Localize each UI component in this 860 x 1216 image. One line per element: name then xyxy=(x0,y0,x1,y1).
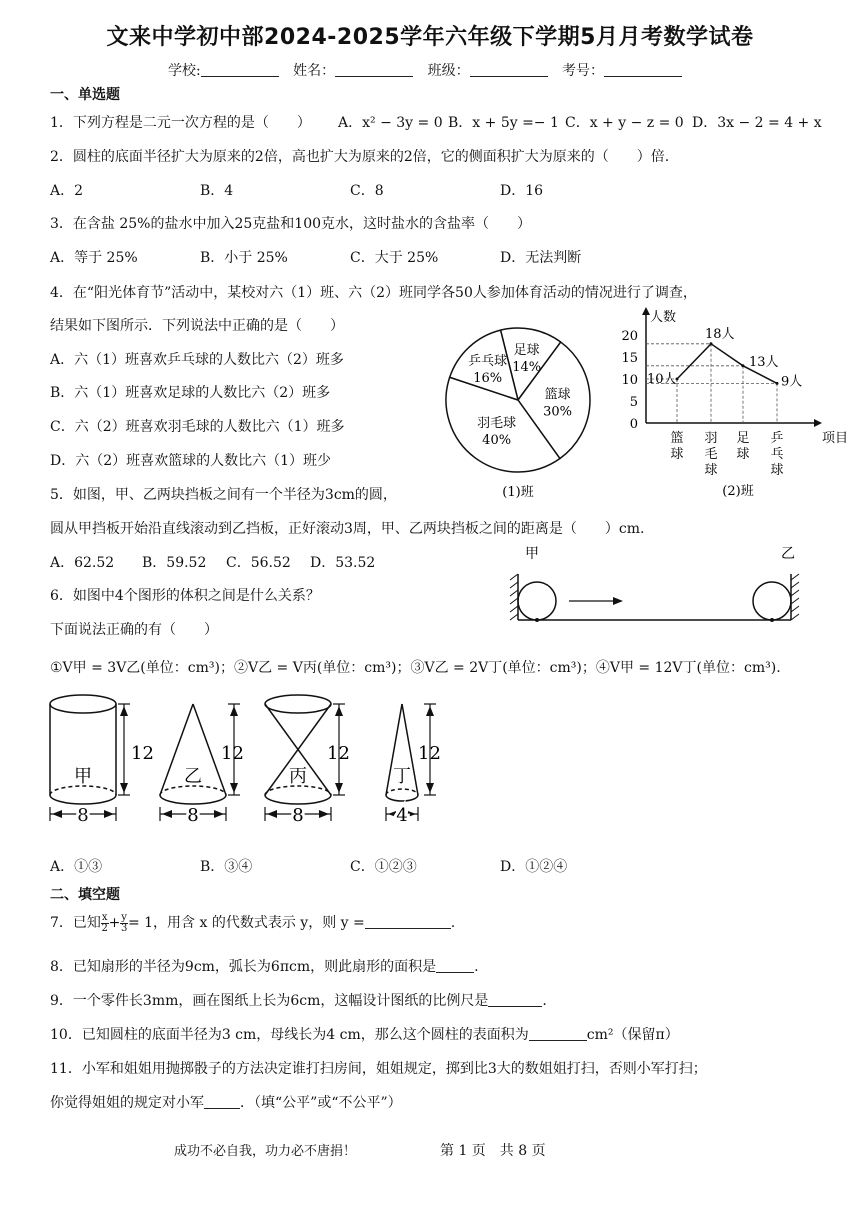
q2-stem: 2．圆柱的底面半径扩大为原来的2倍，高也扩大为原来的2倍，它的侧面积扩大为原来的（ ）倍. xyxy=(50,149,670,165)
pie-label-3: 乒乓球 xyxy=(468,354,508,370)
width-label-jia: 8 xyxy=(77,805,89,826)
double-cone-bing xyxy=(265,695,331,804)
shape-name-yi: 乙 xyxy=(184,766,202,787)
section-single-choice: 一、单选题 xyxy=(50,87,120,103)
q4-stem-2: 结果如下图所示．下列说法中正确的是（ ） xyxy=(50,318,344,334)
q4-option-c[interactable]: C．六（2）班喜欢羽毛球的人数比六（1）班多 xyxy=(50,419,345,435)
q5-stem-2: 圆从甲挡板开始沿直线滚动到乙挡板，正好滚动3周，甲、乙两块挡板之间的距离是（ ）cm. xyxy=(50,521,645,537)
width-label-bing: 8 xyxy=(292,805,304,826)
q5-option-c[interactable]: C．56.52 xyxy=(226,555,291,571)
rolling-circle-diagram xyxy=(505,540,805,625)
q1-option-d[interactable]: D．3x − 2 = 4 + x xyxy=(692,115,822,131)
line-chart-class2 xyxy=(610,305,849,500)
x-tick-2-1: 球 xyxy=(736,447,750,462)
height-label-ding: 12 xyxy=(418,743,441,764)
q6-stem-1: 6．如图中4个图形的体积之间是什么关系？ xyxy=(50,588,320,604)
footer-page-number: 第 1 页 共 8 页 xyxy=(440,1143,546,1159)
q5-option-d[interactable]: D．53.52 xyxy=(310,555,376,571)
q8-answer-blank[interactable] xyxy=(436,958,474,973)
x-tick-3-0: 乒 xyxy=(770,431,784,446)
q2-option-a[interactable]: A．2 xyxy=(50,183,84,199)
q7-pre: 7．已知 xyxy=(50,915,101,931)
cone-yi xyxy=(160,704,226,804)
shape-name-ding: 丁 xyxy=(393,766,411,787)
end-circle xyxy=(753,582,791,620)
board-jia-hatch xyxy=(510,574,518,620)
q11-line-2: 你觉得姐姐的规定对小军 ．（填“公平”或“不公平”） xyxy=(50,1095,402,1111)
class-blank[interactable] xyxy=(470,62,548,77)
q3-option-c[interactable]: C．大于 25% xyxy=(350,250,439,266)
name-label: 姓名： xyxy=(293,63,336,79)
q5-option-a[interactable]: A．62.52 xyxy=(50,555,115,571)
y-tick-20: 20 xyxy=(621,329,638,344)
x-axis-label: 项目 xyxy=(822,431,849,446)
x-tick-3-1: 乓 xyxy=(770,447,784,462)
x-tick-1-1: 毛 xyxy=(704,447,718,462)
pie-chart-class1 xyxy=(438,322,598,502)
y-axis-label: 人数 xyxy=(650,310,677,325)
q1-option-c[interactable]: C．x + y − z = 0 xyxy=(565,115,684,131)
x-tick-1-0: 羽 xyxy=(704,431,718,446)
fraction-x-over-2: $\frac{x}{2}$ xyxy=(101,911,108,934)
school-blank[interactable] xyxy=(201,62,279,77)
shape-name-bing: 丙 xyxy=(289,766,307,787)
q7-post: = 1，用含 x 的代数式表示 y，则 y = xyxy=(127,915,365,931)
q5-option-b[interactable]: B．59.52 xyxy=(142,555,207,571)
start-circle xyxy=(518,582,556,620)
x-tick-3-2: 球 xyxy=(770,463,784,478)
student-info-row xyxy=(0,60,860,80)
q10-line: 10．已知圆柱的底面半径为3 cm，母线长为4 cm，那么这个圆柱的表面积为 cm²（保留π） xyxy=(50,1027,679,1043)
pie-label-2: 羽毛球 xyxy=(477,415,517,431)
school-label: 学校: xyxy=(167,63,201,79)
line-point-1 xyxy=(710,342,713,345)
x-tick-2-0: 足 xyxy=(736,431,750,446)
q6-option-c[interactable]: C．①②③ xyxy=(350,859,417,875)
height-label-jia: 12 xyxy=(131,743,154,764)
q6-option-a[interactable]: A．①③ xyxy=(50,859,103,875)
pie-pct-1: 30% xyxy=(543,404,573,420)
q2-option-d[interactable]: D．16 xyxy=(500,183,544,199)
x-tick-1-2: 球 xyxy=(704,463,718,478)
q3-stem: 3．在含盐 25%的盐水中加入25克盐和100克水，这时盐水的含盐率（ ） xyxy=(50,216,532,232)
line-chart-caption: (2)班 xyxy=(722,484,754,499)
end-contact-point xyxy=(770,618,774,622)
q2-option-b[interactable]: B．4 xyxy=(200,183,234,199)
height-label-bing: 12 xyxy=(327,743,350,764)
name-blank[interactable] xyxy=(335,62,413,77)
q3-option-d[interactable]: D．无法判断 xyxy=(500,250,582,266)
q6-relations: ①V甲 = 3V乙(单位：cm³)；②V乙 = V丙(单位：cm³)；③V乙 = 2V丁(单位：cm³)；④V甲 = 12V丁(单位：cm³). xyxy=(50,660,781,676)
q4-option-b[interactable]: B．六（1）班喜欢足球的人数比六（2）班多 xyxy=(50,385,331,401)
pie-pct-0: 14% xyxy=(512,360,542,376)
point-label-1: 18人 xyxy=(705,326,735,342)
y-tick-5: 5 xyxy=(629,395,638,410)
q1-option-b[interactable]: B．x + 5y =− 1 xyxy=(448,115,559,131)
pie-label-0: 足球 xyxy=(513,343,540,359)
point-label-2: 13人 xyxy=(749,354,779,370)
footer-motto: 成功不必自我，功力必不唐捐！ xyxy=(174,1144,357,1159)
board-jia-label: 甲 xyxy=(525,546,539,562)
shape-name-jia: 甲 xyxy=(74,766,92,787)
board-yi-label: 乙 xyxy=(781,546,795,562)
y-tick-15: 15 xyxy=(621,351,638,366)
q6-stem-2: 下面说法正确的有（ ） xyxy=(50,622,218,638)
q1-stem: 1．下列方程是二元一次方程的是（ ） xyxy=(50,115,311,131)
number-blank[interactable] xyxy=(604,62,682,77)
height-label-yi: 12 xyxy=(221,743,244,764)
y-tick-0: 0 xyxy=(629,417,638,432)
point-label-0: 10人 xyxy=(647,372,677,387)
width-label-ding: 4 xyxy=(396,805,408,826)
fraction-y-over-3: $\frac{y}{3}$ xyxy=(120,911,128,934)
exam-title: 文来中学初中部2024-2025学年六年级下学期5月月考数学试卷 xyxy=(106,25,754,50)
solids-figure xyxy=(40,690,460,840)
q3-option-b[interactable]: B．小于 25% xyxy=(200,250,288,266)
q9-line: 9．一个零件长3mm，画在图纸上长为6cm，这幅设计图纸的比例尺是 . xyxy=(50,993,547,1009)
q11-stem-1: 11．小军和姐姐用抛掷骰子的方法决定谁打扫房间，姐姐规定，掷到比3大的数姐姐打扫，否则小军打扫； xyxy=(50,1061,707,1077)
direction-arrowhead xyxy=(613,597,623,605)
pie-pct-3: 16% xyxy=(473,371,503,387)
point-label-3: 9人 xyxy=(781,374,803,390)
q9-answer-blank[interactable] xyxy=(488,992,542,1007)
x-tick-0-1: 球 xyxy=(670,447,684,462)
q11-answer-blank[interactable] xyxy=(204,1094,240,1109)
pie-caption: (1)班 xyxy=(502,485,534,500)
board-yi-hatch xyxy=(791,574,799,620)
pie-pct-2: 40% xyxy=(482,432,512,448)
line-point-2 xyxy=(742,364,745,367)
q4-option-d[interactable]: D．六（2）班喜欢篮球的人数比六（1）班少 xyxy=(50,453,332,469)
number-label: 考号： xyxy=(562,63,605,79)
q5-stem-1: 5．如图，甲、乙两块挡板之间有一个半径为3cm的圆， xyxy=(50,487,397,503)
q4-stem-1: 4．在“阳光体育节”活动中，某校对六（1）班、六（2）班同学各50人参加体育活动的情况进行了调查， xyxy=(50,285,697,301)
cylinder-jia xyxy=(50,695,116,804)
q8-line: 8．已知扇形的半径为9cm，弧长为6πcm，则此扇形的面积是 . xyxy=(50,959,479,975)
q1-option-a[interactable]: A．x² − 3y = 0 xyxy=(338,115,443,131)
q7-answer-blank[interactable] xyxy=(365,914,451,929)
x-tick-0-0: 篮 xyxy=(670,431,684,446)
q9-stem: 9．一个零件长3mm，画在图纸上长为6cm，这幅设计图纸的比例尺是 xyxy=(50,993,489,1009)
q6-option-b[interactable]: B．③④ xyxy=(200,859,253,875)
width-label-yi: 8 xyxy=(187,805,199,826)
q4-option-a[interactable]: A．六（1）班喜欢乒乓球的人数比六（2）班多 xyxy=(50,352,344,368)
q10-stem: 10．已知圆柱的底面半径为3 cm，母线长为4 cm，那么这个圆柱的表面积为 xyxy=(50,1027,529,1043)
q7-line: 7．已知 $\frac{x}{2}$ + $\frac{y}{3}$ = 1，用含 x 的代数式表示 y，则 y = . xyxy=(50,911,456,934)
class-label: 班级： xyxy=(427,63,470,79)
q3-option-a[interactable]: A．等于 25% xyxy=(50,250,138,266)
y-tick-10: 10 xyxy=(621,373,638,388)
line-point-3 xyxy=(776,382,779,385)
q6-option-d[interactable]: D．①②④ xyxy=(500,859,568,875)
pie-label-1: 篮球 xyxy=(544,387,571,403)
q8-stem: 8．已知扇形的半径为9cm，弧长为6πcm，则此扇形的面积是 xyxy=(50,959,437,975)
start-contact-point xyxy=(535,618,539,622)
q2-option-c[interactable]: C．8 xyxy=(350,183,384,199)
section-fill-blank: 二、填空题 xyxy=(50,887,120,903)
q10-answer-blank[interactable] xyxy=(529,1026,587,1041)
